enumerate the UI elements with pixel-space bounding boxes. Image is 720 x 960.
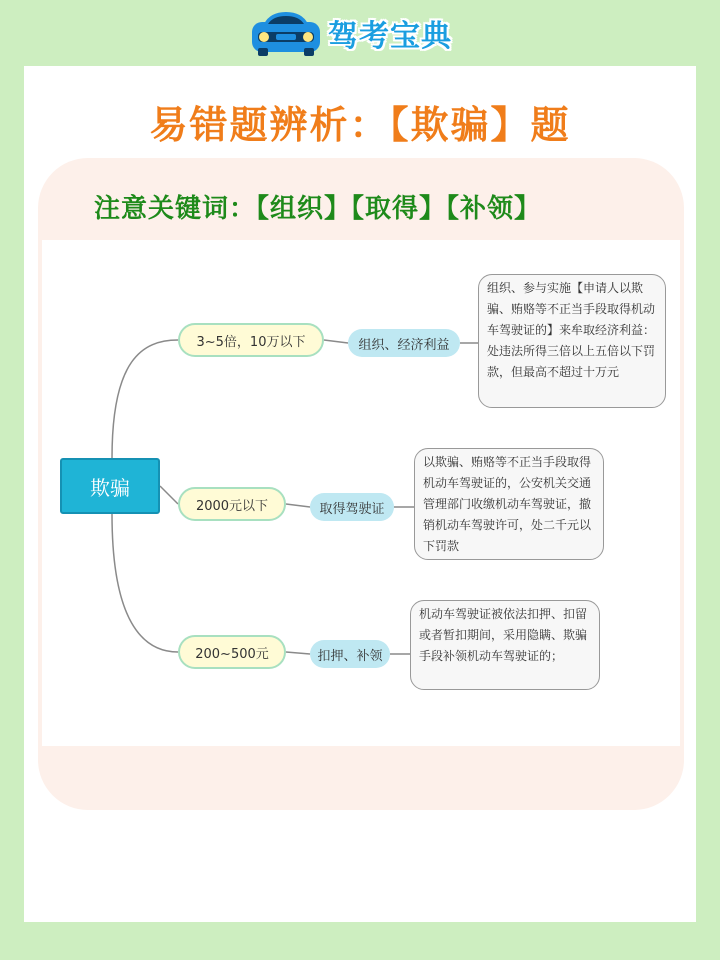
connector-root-branch-1: [112, 340, 178, 458]
connector-root-branch-3: [112, 514, 178, 652]
brand-logo: [250, 8, 452, 58]
root-node: 欺骗: [60, 458, 160, 514]
car-icon: [250, 8, 322, 58]
desc-node-3: 机动车驾驶证被依法扣押、扣留或者暂扣期间，采用隐瞒、欺骗手段补领机动车驾驶证的；: [410, 600, 600, 690]
tag-node-2: 取得驾驶证: [310, 493, 394, 521]
range-node-2: 2000元以下: [178, 487, 286, 521]
tag-node-3: 扣押、补领: [310, 640, 390, 668]
page-title: 易错题辨析：【欺骗】题: [149, 103, 571, 147]
desc-node-2: 以欺骗、贿赂等不正当手段取得机动车驾驶证的，公安机关交通管理部门收缴机动车驾驶证，撤销机动车驾驶许可，处二千元以下罚款: [414, 448, 604, 560]
keyword-panel: [38, 158, 684, 810]
header: [0, 0, 720, 66]
range-node-1: 3~5倍，10万以下: [178, 323, 324, 357]
connector-range-tag-2: [286, 504, 310, 507]
brand-name: 驾考宝典: [328, 19, 452, 54]
desc-node-1: 组织、参与实施【申请人以欺骗、贿赂等不正当手段取得机动车驾驶证的】来牟取经济利益： 处违法所得三倍以上五倍以下罚款，但最高不超过十万元: [478, 274, 666, 408]
keywords-heading: 注意关键词：【组织】【取得】【补领】: [94, 194, 542, 224]
content-card: [24, 66, 696, 922]
range-node-3: 200~500元: [178, 635, 286, 669]
connector-root-branch-2: [160, 486, 178, 504]
connector-range-tag-1: [324, 340, 348, 343]
mind-map: [42, 240, 680, 746]
connector-range-tag-3: [286, 652, 310, 654]
tag-node-1: 组织、经济利益: [348, 329, 460, 357]
